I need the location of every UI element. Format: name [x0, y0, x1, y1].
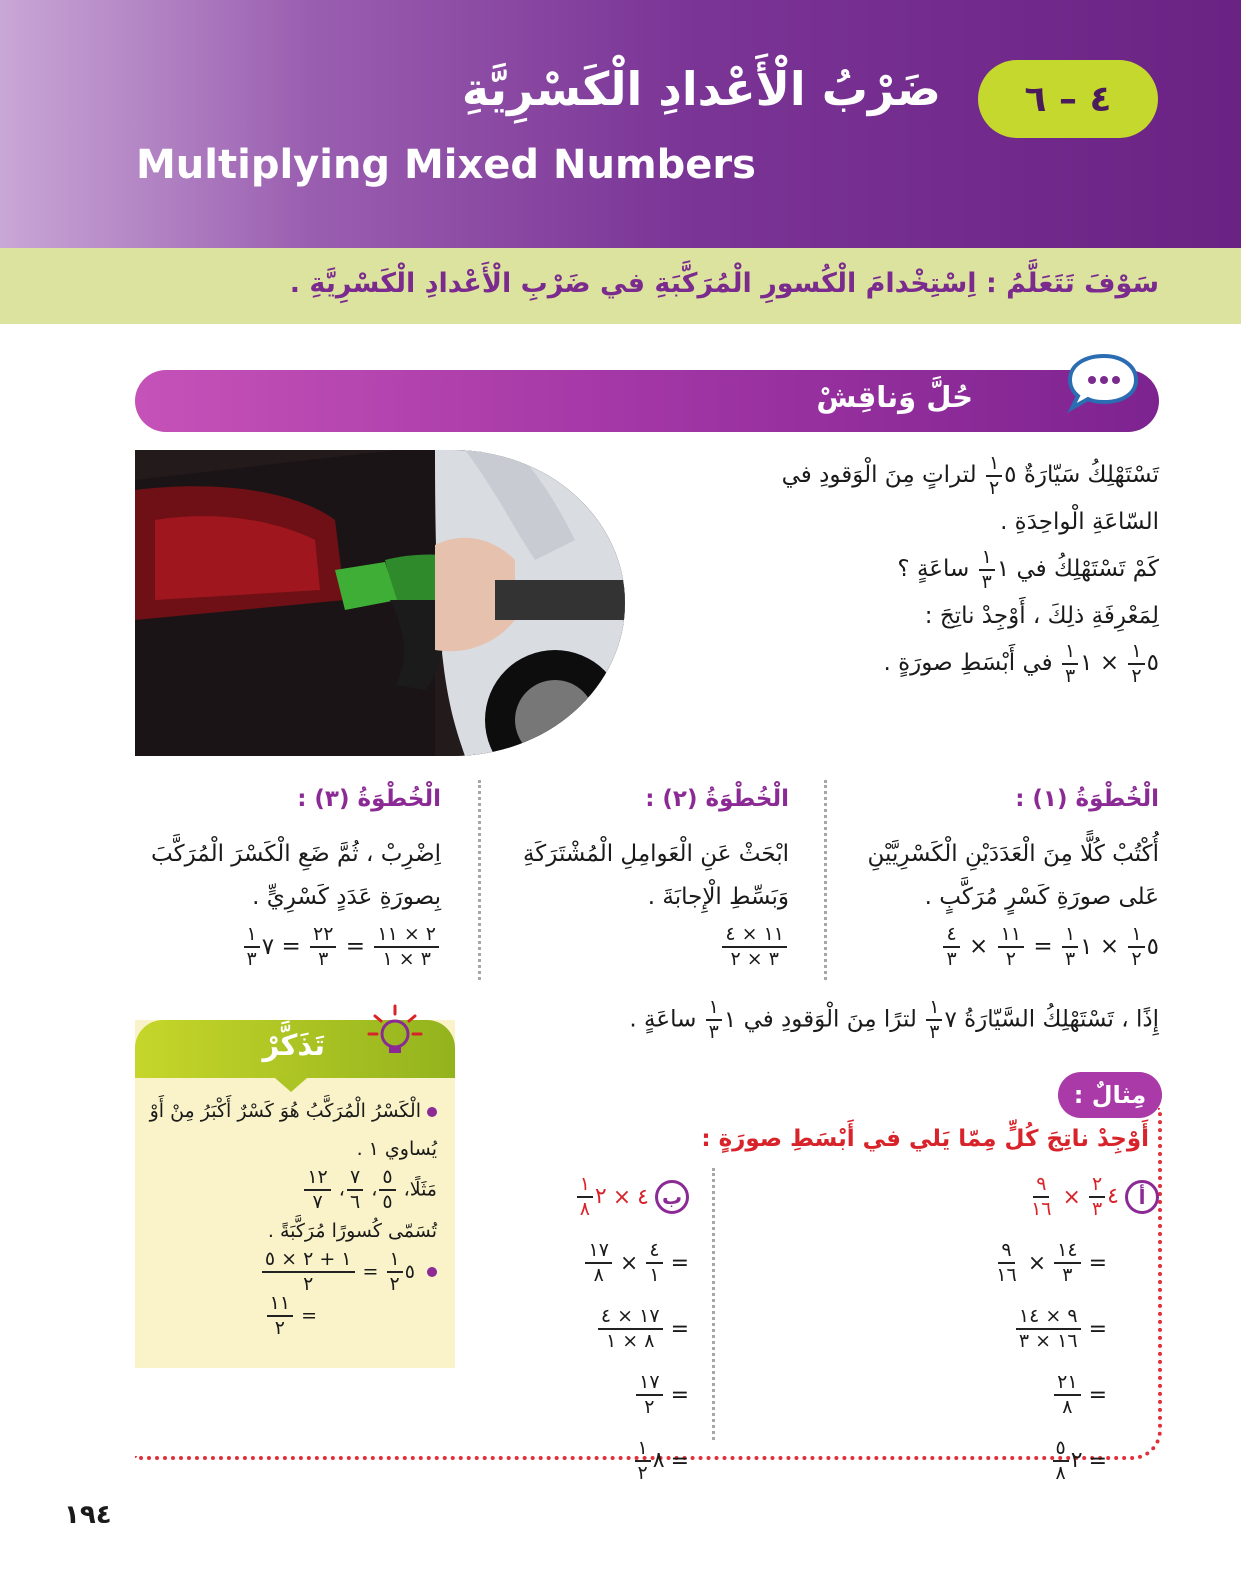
example-part-a — [759, 1164, 1159, 1494]
problem-line-3: لِمَعْرِفَةِ ذلِكَ ، أَوْجِدْ ناتِجَ : — [924, 603, 1159, 629]
example-line: = $\frac{٩ \times ١٤}{١٦ \times ٣}$ — [759, 1296, 1159, 1362]
remember-examples: مَثَلًا، $\frac{٥}{٥}$ ، $\frac{٧}{٦}$ ، $\frac{١٢}{٧}$ — [147, 1168, 437, 1212]
page-number: ١٩٤ — [64, 1500, 112, 1530]
mixed-number: ٥ $\frac{١}{٢}$ — [984, 462, 1017, 488]
step-math: $\frac{١١ \times ٤}{٣ \times ٢}$ — [479, 925, 789, 969]
remember-bullet-2: ٥ $\frac{١}{٢}$ = $\frac{١ + ٢ \times ٥}{٢}$ — [147, 1250, 437, 1294]
example-part-b — [509, 1164, 689, 1494]
problem-text: لتراتٍ مِنَ الْوَقودِ في السّاعَةِ الْواحِدَةِ . — [781, 462, 1159, 535]
part-a-label: أ — [1125, 1180, 1159, 1214]
step-math: $\frac{٢ \times ١١}{٣ \times ١}$ = $\frac{٢٢}{٣}$ = ٧ $\frac{١}{٣}$ — [121, 925, 441, 969]
example-line: = $\frac{٢١}{٨}$ — [759, 1362, 1159, 1428]
step-title: الْخُطْوَةُ (١) : — [1015, 786, 1159, 812]
learning-objective: سَوْفَ تَتَعَلَّمُ : اِسْتِخْدامَ الْكُسورِ الْمُرَكَّبَةِ في ضَرْبِ الْأَعْدادِ الْكَسْرِيَّةِ . — [289, 268, 1159, 299]
example-line: = ٢ $\frac{٥}{٨}$ — [759, 1428, 1159, 1494]
lesson-title-english: Multiplying Mixed Numbers — [136, 142, 756, 188]
example-question: أَوْجِدْ ناتِجَ كُلٍّ مِمّا يَلي في أَبْسَطِ صورَةٍ : — [701, 1126, 1149, 1152]
example-line: = $\frac{١٧}{٢}$ — [509, 1362, 689, 1428]
chat-bubble-icon — [1062, 352, 1142, 414]
problem-text: ساعَةٍ ؟ — [897, 556, 970, 582]
lesson-header — [0, 0, 1241, 248]
remember-title: تَذَكَّرْ — [262, 1028, 325, 1062]
step-divider — [824, 780, 827, 980]
step-text: أُكْتُبْ كُلًّا مِنَ الْعَدَدَيْنِ الْكَسْرِيَّيْنِ عَلى صورَةِ كَسْرٍ مُرَكَّبٍ . — [867, 841, 1159, 910]
step-divider — [478, 780, 481, 980]
example-line: = $\frac{١٧ \times ٤}{٨ \times ١}$ — [509, 1296, 689, 1362]
problem-line-1 — [749, 452, 1159, 546]
mixed-number: ١ $\frac{١}{٣}$ — [1060, 650, 1093, 676]
step-3 — [121, 778, 441, 969]
problem-text: كَمْ تَسْتَهْلِكُ في — [1016, 556, 1159, 582]
lightbulb-icon — [365, 1002, 425, 1062]
problem-text: في أَبْسَطِ صورَةٍ . — [883, 650, 1053, 676]
step-title: الْخُطْوَةُ (٣) : — [297, 786, 441, 812]
part-b-label: ب — [655, 1180, 689, 1214]
conclusion-sentence: إِذًا ، تَسْتَهْلِكُ السَّيّارَةُ ٧ $\frac{١}{٣}$ لترًا مِنَ الْوَقودِ في ١ $\frac{١}{٣}$ ساعَةٍ . — [629, 996, 1159, 1043]
mixed-number: ٥ $\frac{١}{٢}$ — [1126, 650, 1159, 676]
remember-result: = $\frac{١١}{٢}$ — [147, 1294, 437, 1338]
solve-discuss-bar — [135, 370, 1159, 432]
objective-band — [0, 248, 1241, 324]
problem-line-2 — [749, 546, 1159, 593]
example-line: = $\frac{١٤}{٣}$ × $\frac{٩}{١٦}$ — [996, 1239, 1107, 1286]
step-math: ٥ $\frac{١}{٢}$ × ١ $\frac{١}{٣}$ = $\frac{١١}{٢}$ × $\frac{٤}{٣}$ — [849, 925, 1159, 969]
problem-statement — [749, 452, 1159, 687]
lesson-title-arabic: ضَرْبُ الْأَعْدادِ الْكَسْرِيَّةِ — [461, 62, 941, 116]
example-label: مِثالٌ : — [1058, 1072, 1162, 1118]
fuel-pump-illustration — [135, 450, 625, 756]
example-line: = ٨ $\frac{١}{٢}$ — [509, 1428, 689, 1494]
step-text: ابْحَثْ عَنِ الْعَوامِلِ الْمُشْتَرَكَةِ وَبَسِّطِ الْإِجابَةَ . — [522, 841, 789, 910]
example-line: أ ٤ $\frac{٢}{٣}$ × $\frac{٩}{١٦}$ — [759, 1164, 1159, 1230]
solve-discuss-label: حُلَّ وَناقِشْ — [816, 380, 973, 414]
step-2 — [479, 778, 789, 969]
fuel-pump-photo — [135, 450, 625, 756]
problem-text: تَسْتَهْلِكُ سَيّارَةٌ — [1023, 462, 1159, 488]
example-line: = $\frac{٤}{١}$ × $\frac{١٧}{٨}$ — [509, 1230, 689, 1296]
step-1 — [849, 778, 1159, 969]
problem-line-4: ٥ $\frac{١}{٢}$ × ١ $\frac{١}{٣}$ في أَبْسَطِ صورَةٍ . — [883, 639, 1159, 687]
lesson-number-badge: ٤ – ٦ — [978, 60, 1158, 138]
mixed-number: ١ $\frac{١}{٣}$ — [977, 556, 1010, 582]
example-line: ب ٤ × ٢ $\frac{١}{٨}$ — [509, 1164, 689, 1230]
example-divider — [712, 1168, 715, 1440]
step-title: الْخُطْوَةُ (٢) : — [645, 786, 789, 812]
remember-note: تُسَمّى كُسورًا مُرَكَّبَةً . — [267, 1220, 437, 1242]
step-text: اِضْرِبْ ، ثُمَّ ضَعِ الْكَسْرَ الْمُرَكَّبَ بِصورَةِ عَدَدٍ كَسْرِيٍّ . — [151, 841, 441, 910]
remember-bullet-1: الْكَسْرُ الْمُرَكَّبُ هُوَ كَسْرٌ أَكْبَرُ مِنْ أَوْ يُساوي ١ . — [149, 1100, 437, 1160]
